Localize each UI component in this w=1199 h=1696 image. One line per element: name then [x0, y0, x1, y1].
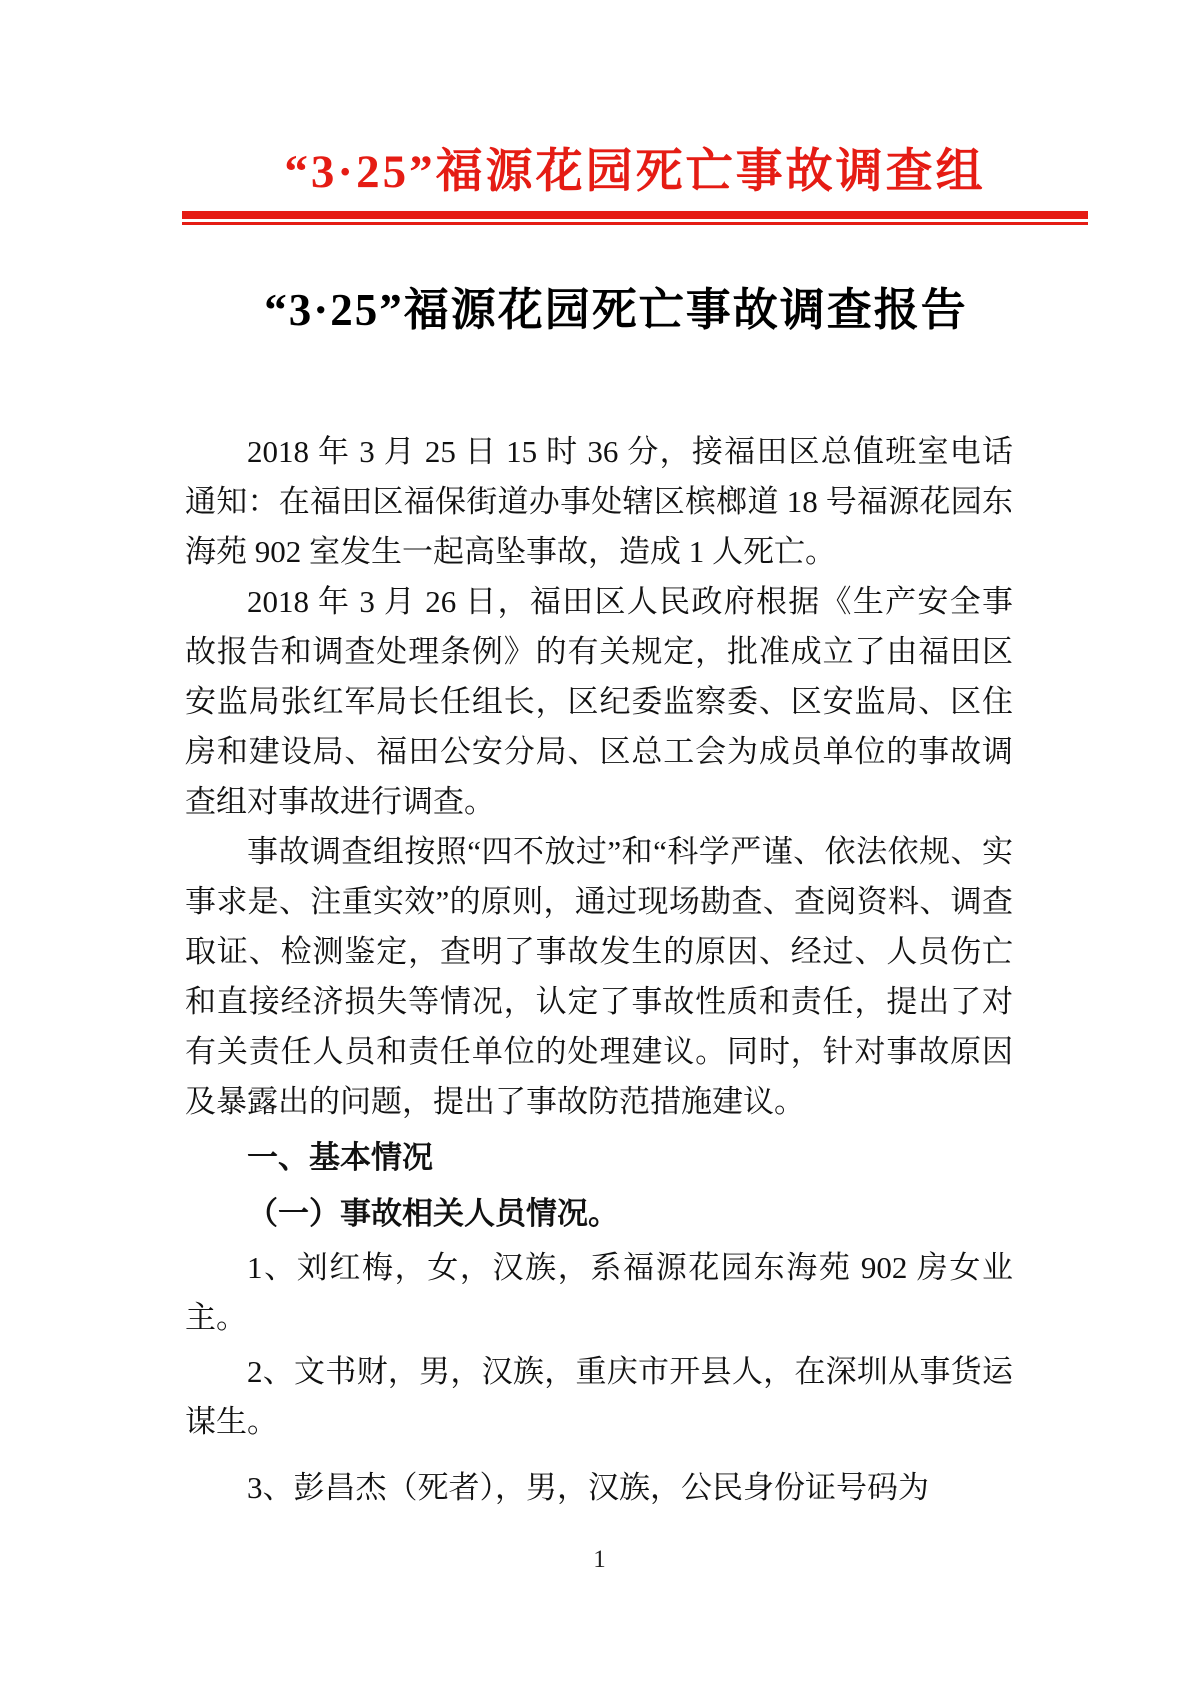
list-item-person-1: 1、刘红梅，女，汉族，系福源花园东海苑 902 房女业主。	[185, 1250, 1013, 1335]
document-title: “3·25”福源花园死亡事故调查报告	[264, 285, 968, 336]
letterhead-title: “3·25”福源花园死亡事故调查组	[284, 146, 986, 198]
paragraph-investigation-setup: 2018 年 3 月 26 日，福田区人民政府根据《生产安全事故报告和调查处理条例》的有关规定，批准成立了由福田区安监局张红军局长任组长，区纪委监察委、区安监局、区住房和建设局、福田公安分局、区总工会为成员单位的事故调查组对事故进行调查。	[185, 584, 1013, 819]
rule-thick-line	[182, 211, 1088, 219]
rule-thin-line	[182, 222, 1088, 225]
list-item-person-2: 2、文书财，男，汉族，重庆市开县人，在深圳从事货运谋生。	[185, 1354, 1013, 1439]
paragraph-investigation-principles: 事故调查组按照“四不放过”和“科学严谨、依法依规、实事求是、注重实效”的原则，通过现场勘查、查阅资料、调查取证、检测鉴定，查明了事故发生的原因、经过、人员伤亡和直接经济损失等情况，认定了事故性质和责任，提出了对有关责任人员和责任单位的处理建议。同时，针对事故原因及暴露出的问题，提出了事故防范措施建议。	[185, 834, 1013, 1119]
paragraph-incident-report: 2018 年 3 月 25 日 15 时 36 分，接福田区总值班室电话通知：在福田区福保街道办事处辖区槟榔道 18 号福源花园东海苑 902 室发生一起高坠事故，造成 1 人死亡。	[185, 434, 1013, 569]
section-heading-basic-situation: 一、基本情况	[247, 1140, 433, 1175]
document-body	[185, 427, 1013, 1513]
list-item-person-3: 3、彭昌杰（死者），男，汉族，公民身份证号码为	[247, 1470, 929, 1505]
subsection-heading-persons-involved: （一）事故相关人员情况。	[247, 1196, 619, 1231]
page-number: 1	[593, 1546, 606, 1573]
letterhead-rule	[182, 211, 1088, 225]
